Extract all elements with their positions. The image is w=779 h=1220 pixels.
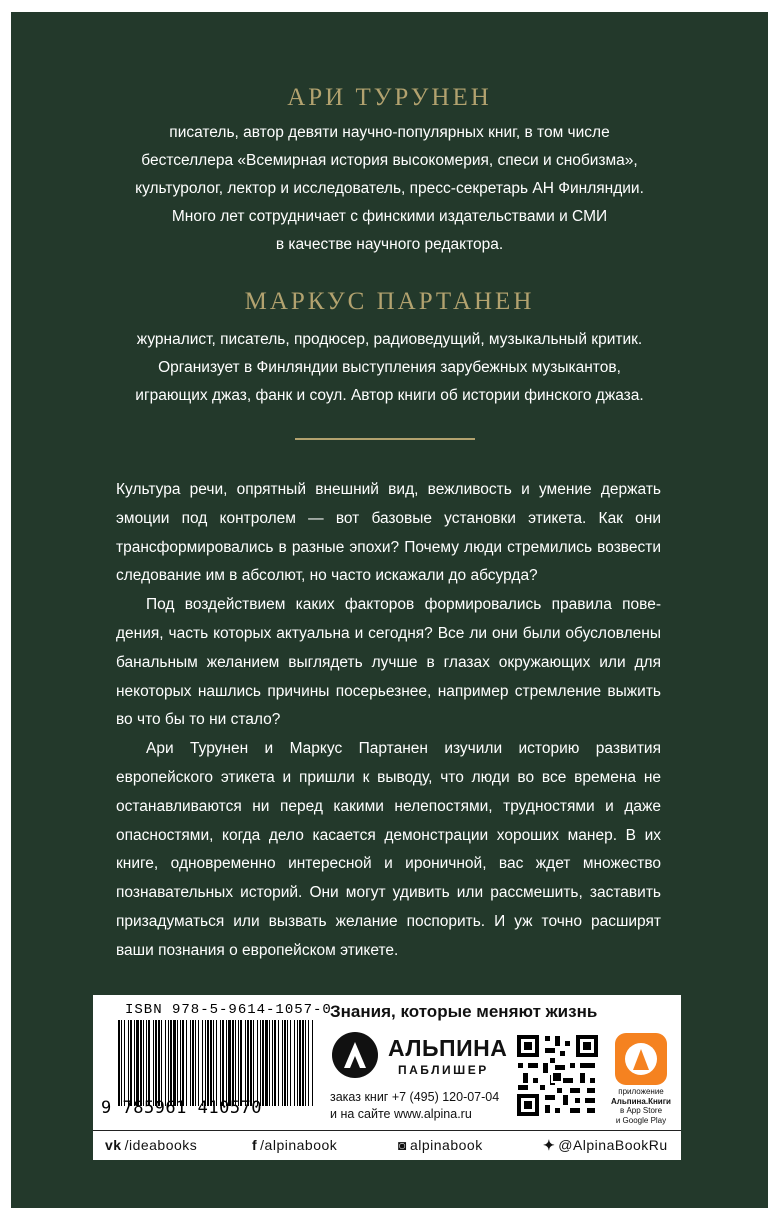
description-paragraph: Ари Турунен и Маркус Партанен изучили историю развития европейского этикета и пришли к выводу, что люди во все времена не останавливаются ни перед какими нелепостями, трудностями и даже опасностями, когда дело касается демонстрации хороших манер. В их книге, одновременно интересной и ироничной, вас ждет множество познавательных историй. Они могут удивить или рассмешить, заставить призадуматься или вызвать желание поспорить. И уж точно расширят ваши познания о европейском этикете.: [116, 740, 661, 959]
description-paragraph: Культура речи, опрятный внешний вид, вежливость и умение держать эмоции под контролем — вот базовые установки этикета. Как они трансформировались в разные эпохи? Почему люди стремились возвести следование им в абсолют, но часто искажали до абсурда?: [116, 481, 661, 585]
order-site: и на сайте www.alpina.ru: [330, 1107, 472, 1121]
twitter-icon: ✦: [543, 1137, 556, 1153]
social-facebook-label: /alpinabook: [260, 1137, 338, 1153]
social-vk-label: /ideabooks: [124, 1137, 198, 1153]
gold-divider: [295, 438, 475, 440]
vk-icon: vk: [105, 1137, 122, 1153]
bio-line: Организует в Финляндии выступления зарубежных музыкантов,: [158, 359, 621, 376]
app-line: и Google Play: [615, 1115, 667, 1125]
social-instagram[interactable]: [398, 1137, 483, 1153]
instagram-icon: ◙: [398, 1137, 407, 1153]
barcode-number: 9 785961 410570: [101, 1098, 263, 1118]
bio-line: бестселлера «Всемирная история высокомерия, спеси и снобизма»,: [141, 152, 638, 169]
app-info: [606, 1087, 676, 1125]
social-instagram-label: alpinabook: [409, 1137, 483, 1153]
app-line: в App Store: [619, 1106, 663, 1115]
alpina-logo-icon: [330, 1030, 380, 1080]
facebook-icon: f: [252, 1137, 258, 1153]
bio-line: писатель, автор девяти научно-популярных книг, в том числе: [169, 124, 610, 141]
app-line: приложение: [618, 1087, 664, 1096]
author-bio-1: [113, 119, 666, 259]
author-bio-2: [113, 326, 666, 410]
bio-line: играющих джаз, фанк и соул. Автор книги об истории финского джаза.: [135, 387, 644, 404]
book-description: [116, 476, 661, 966]
description-paragraph: Под воздействием каких факторов формировались правила поведения, часть которых актуальна и сегодня? Все ли они были обусловлены банальным желанием выглядеть лучше в глазах окружающих или для некоторых нашлись причины посерьезнее, например стремление выжить во что бы то ни стало?: [116, 596, 661, 729]
order-phone: заказ книг +7 (495) 120-07-04: [330, 1090, 500, 1104]
qr-code: [515, 1033, 600, 1118]
bio-line: Много лет сотрудничает с финскими издательствами и СМИ: [171, 208, 608, 225]
bio-line: в качестве научного редактора.: [275, 236, 504, 253]
social-facebook[interactable]: [252, 1137, 337, 1153]
social-vk[interactable]: [105, 1137, 197, 1153]
app-name: Альпина.Книги: [611, 1096, 671, 1106]
app-icon: [611, 1033, 671, 1085]
publisher-sub: ПАБЛИШЕР: [398, 1063, 489, 1077]
isbn-label: ISBN 978-5-9614-1057-0: [125, 1002, 332, 1018]
bio-line: журналист, писатель, продюсер, радиоведущий, музыкальный критик.: [136, 331, 643, 348]
author-name-1: АРИ ТУРУНЕН: [287, 84, 492, 111]
barcode: [118, 1020, 314, 1106]
bio-line: культуролог, лектор и исследователь, пресс-секретарь АН Финляндии.: [135, 180, 644, 197]
social-twitter[interactable]: [543, 1137, 668, 1154]
publisher-name: АЛЬПИНА: [388, 1035, 508, 1061]
author-name-2: МАРКУС ПАРТАНЕН: [244, 288, 535, 315]
slogan: Знания, которые меняют жизнь: [330, 1002, 598, 1021]
footer-divider: [93, 1130, 681, 1131]
social-twitter-label: @AlpinaBookRu: [558, 1137, 668, 1153]
